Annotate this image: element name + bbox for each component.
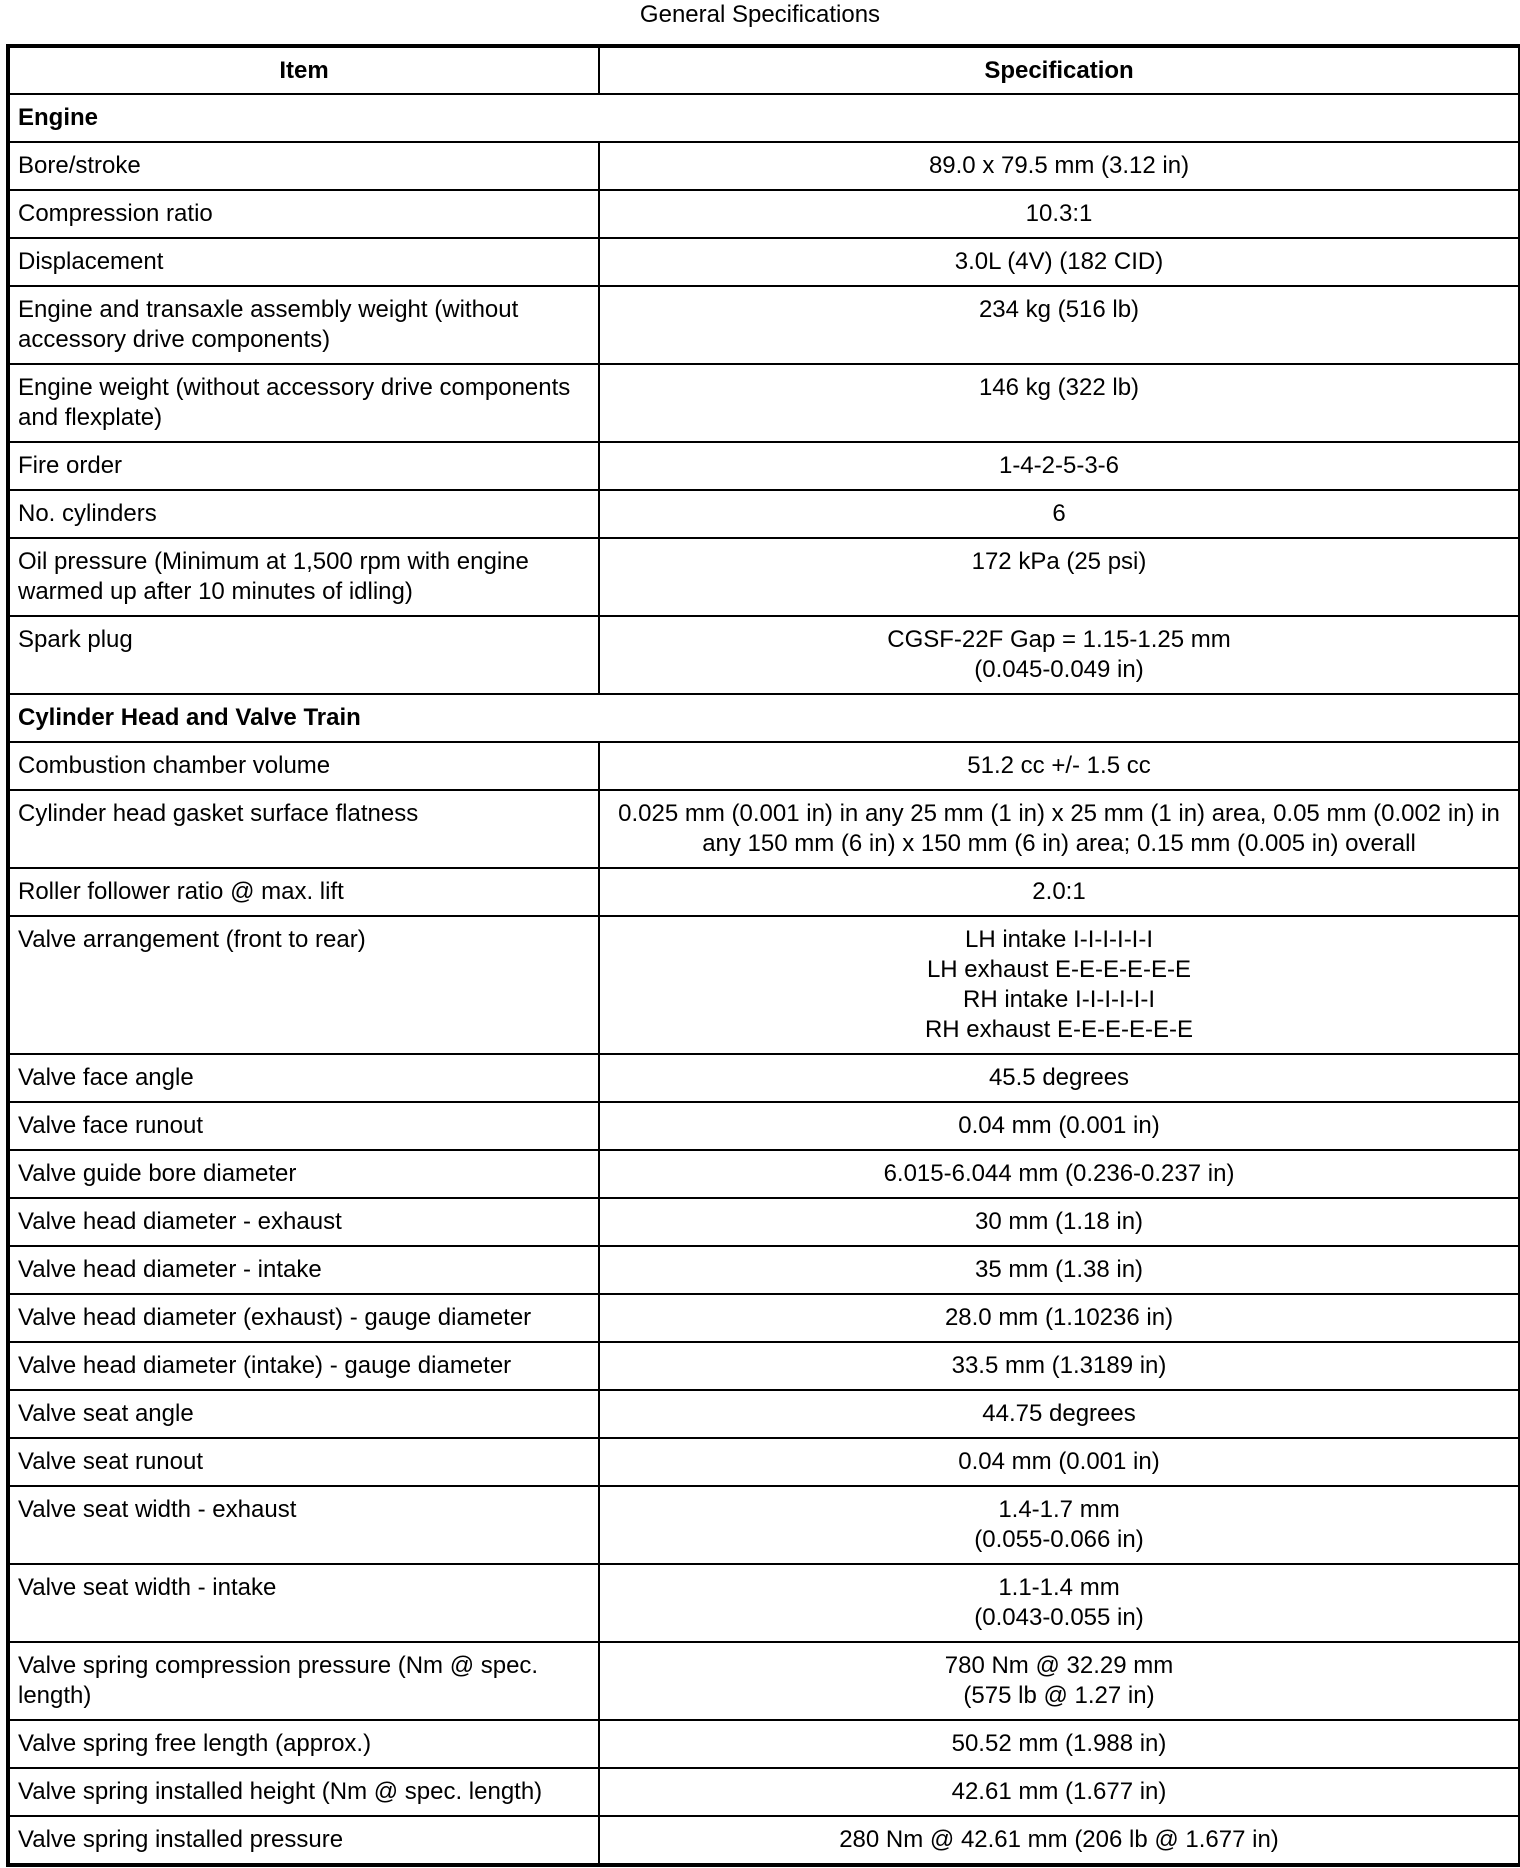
table-row bbox=[8, 1246, 1520, 1294]
item-cell: Displacement bbox=[8, 238, 599, 286]
spec-cell: 6.015-6.044 mm (0.236-0.237 in) bbox=[599, 1150, 1520, 1198]
item-cell: Valve head diameter (exhaust) - gauge diameter bbox=[8, 1294, 599, 1342]
spec-cell: 172 kPa (25 psi) bbox=[599, 538, 1520, 616]
table-row bbox=[8, 790, 1520, 868]
spec-cell: 45.5 degrees bbox=[599, 1054, 1520, 1102]
spec-cell: 89.0 x 79.5 mm (3.12 in) bbox=[599, 142, 1520, 190]
item-cell: Valve seat angle bbox=[8, 1390, 599, 1438]
item-cell: Engine and transaxle assembly weight (without accessory drive components) bbox=[8, 286, 599, 364]
table-row bbox=[8, 1390, 1520, 1438]
item-cell: Roller follower ratio @ max. lift bbox=[8, 868, 599, 916]
table-row bbox=[8, 1816, 1520, 1865]
table-row bbox=[8, 1768, 1520, 1816]
spec-cell: 28.0 mm (1.10236 in) bbox=[599, 1294, 1520, 1342]
document-title: General Specifications bbox=[639, 1, 881, 28]
item-cell: Valve face angle bbox=[8, 1054, 599, 1102]
table-row bbox=[8, 1102, 1520, 1150]
spec-cell: 1-4-2-5-3-6 bbox=[599, 442, 1520, 490]
table-row bbox=[8, 1054, 1520, 1102]
spec-cell: 42.61 mm (1.677 in) bbox=[599, 1768, 1520, 1816]
spec-cell: CGSF-22F Gap = 1.15-1.25 mm (0.045-0.049 in) bbox=[599, 616, 1520, 694]
table-row bbox=[8, 616, 1520, 694]
item-cell: Combustion chamber volume bbox=[8, 742, 599, 790]
spec-cell: 780 Nm @ 32.29 mm (575 lb @ 1.27 in) bbox=[599, 1642, 1520, 1720]
spec-cell: 3.0L (4V) (182 CID) bbox=[599, 238, 1520, 286]
table-row bbox=[8, 1642, 1520, 1720]
specifications-table bbox=[6, 44, 1520, 1867]
spec-cell: 146 kg (322 lb) bbox=[599, 364, 1520, 442]
column-header-item: Item bbox=[8, 46, 599, 94]
section-row-engine bbox=[8, 94, 1520, 142]
item-cell: Bore/stroke bbox=[8, 142, 599, 190]
spec-cell: 234 kg (516 lb) bbox=[599, 286, 1520, 364]
spec-cell: 50.52 mm (1.988 in) bbox=[599, 1720, 1520, 1768]
table-row bbox=[8, 538, 1520, 616]
table-row bbox=[8, 1438, 1520, 1486]
table-row bbox=[8, 286, 1520, 364]
table-row bbox=[8, 1294, 1520, 1342]
spec-cell: 1.4-1.7 mm (0.055-0.066 in) bbox=[599, 1486, 1520, 1564]
item-cell: Cylinder head gasket surface flatness bbox=[8, 790, 599, 868]
item-cell: Valve spring free length (approx.) bbox=[8, 1720, 599, 1768]
table-row bbox=[8, 1198, 1520, 1246]
table-row bbox=[8, 238, 1520, 286]
table-row bbox=[8, 1150, 1520, 1198]
table-row bbox=[8, 1564, 1520, 1642]
table-row bbox=[8, 142, 1520, 190]
spec-cell: 0.04 mm (0.001 in) bbox=[599, 1102, 1520, 1150]
item-cell: Valve seat width - exhaust bbox=[8, 1486, 599, 1564]
spec-cell: 6 bbox=[599, 490, 1520, 538]
item-cell: Valve spring compression pressure (Nm @ spec. length) bbox=[8, 1642, 599, 1720]
item-cell: Valve spring installed height (Nm @ spec. length) bbox=[8, 1768, 599, 1816]
spec-cell: 0.025 mm (0.001 in) in any 25 mm (1 in) x 25 mm (1 in) area, 0.05 mm (0.002 in) in any 150 mm (6 in) x 150 mm (6 in) area; 0.15 mm (0.005 in) overall bbox=[599, 790, 1520, 868]
table-row bbox=[8, 1720, 1520, 1768]
spec-cell: 30 mm (1.18 in) bbox=[599, 1198, 1520, 1246]
column-header-specification: Specification bbox=[599, 46, 1520, 94]
section-row-cylinder-head bbox=[8, 694, 1520, 742]
table-row bbox=[8, 190, 1520, 238]
spec-cell: 44.75 degrees bbox=[599, 1390, 1520, 1438]
item-cell: Valve head diameter (intake) - gauge diameter bbox=[8, 1342, 599, 1390]
header-row bbox=[8, 46, 1520, 94]
item-cell: No. cylinders bbox=[8, 490, 599, 538]
spec-cell: 2.0:1 bbox=[599, 868, 1520, 916]
item-cell: Valve seat runout bbox=[8, 1438, 599, 1486]
spec-cell: 0.04 mm (0.001 in) bbox=[599, 1438, 1520, 1486]
item-cell: Valve seat width - intake bbox=[8, 1564, 599, 1642]
spec-cell: 35 mm (1.38 in) bbox=[599, 1246, 1520, 1294]
table-row bbox=[8, 868, 1520, 916]
table-row bbox=[8, 1342, 1520, 1390]
table-row bbox=[8, 742, 1520, 790]
table-row bbox=[8, 490, 1520, 538]
spec-cell: 1.1-1.4 mm (0.043-0.055 in) bbox=[599, 1564, 1520, 1642]
item-cell: Oil pressure (Minimum at 1,500 rpm with engine warmed up after 10 minutes of idling) bbox=[8, 538, 599, 616]
item-cell: Valve head diameter - exhaust bbox=[8, 1198, 599, 1246]
spec-cell: 10.3:1 bbox=[599, 190, 1520, 238]
section-title: Engine bbox=[8, 94, 1520, 142]
spec-cell: LH intake I-I-I-I-I-I LH exhaust E-E-E-E-E-E RH intake I-I-I-I-I-I RH exhaust E-E-E-E-E-E bbox=[599, 916, 1520, 1054]
table-row bbox=[8, 916, 1520, 1054]
table-row bbox=[8, 1486, 1520, 1564]
item-cell: Valve head diameter - intake bbox=[8, 1246, 599, 1294]
spec-cell: 280 Nm @ 42.61 mm (206 lb @ 1.677 in) bbox=[599, 1816, 1520, 1865]
section-title: Cylinder Head and Valve Train bbox=[8, 694, 1520, 742]
item-cell: Fire order bbox=[8, 442, 599, 490]
table-row bbox=[8, 364, 1520, 442]
spec-cell: 33.5 mm (1.3189 in) bbox=[599, 1342, 1520, 1390]
table-row bbox=[8, 442, 1520, 490]
item-cell: Valve guide bore diameter bbox=[8, 1150, 599, 1198]
item-cell: Valve face runout bbox=[8, 1102, 599, 1150]
spec-cell: 51.2 cc +/- 1.5 cc bbox=[599, 742, 1520, 790]
item-cell: Compression ratio bbox=[8, 190, 599, 238]
item-cell: Spark plug bbox=[8, 616, 599, 694]
item-cell: Valve arrangement (front to rear) bbox=[8, 916, 599, 1054]
item-cell: Engine weight (without accessory drive components and flexplate) bbox=[8, 364, 599, 442]
item-cell: Valve spring installed pressure bbox=[8, 1816, 599, 1865]
